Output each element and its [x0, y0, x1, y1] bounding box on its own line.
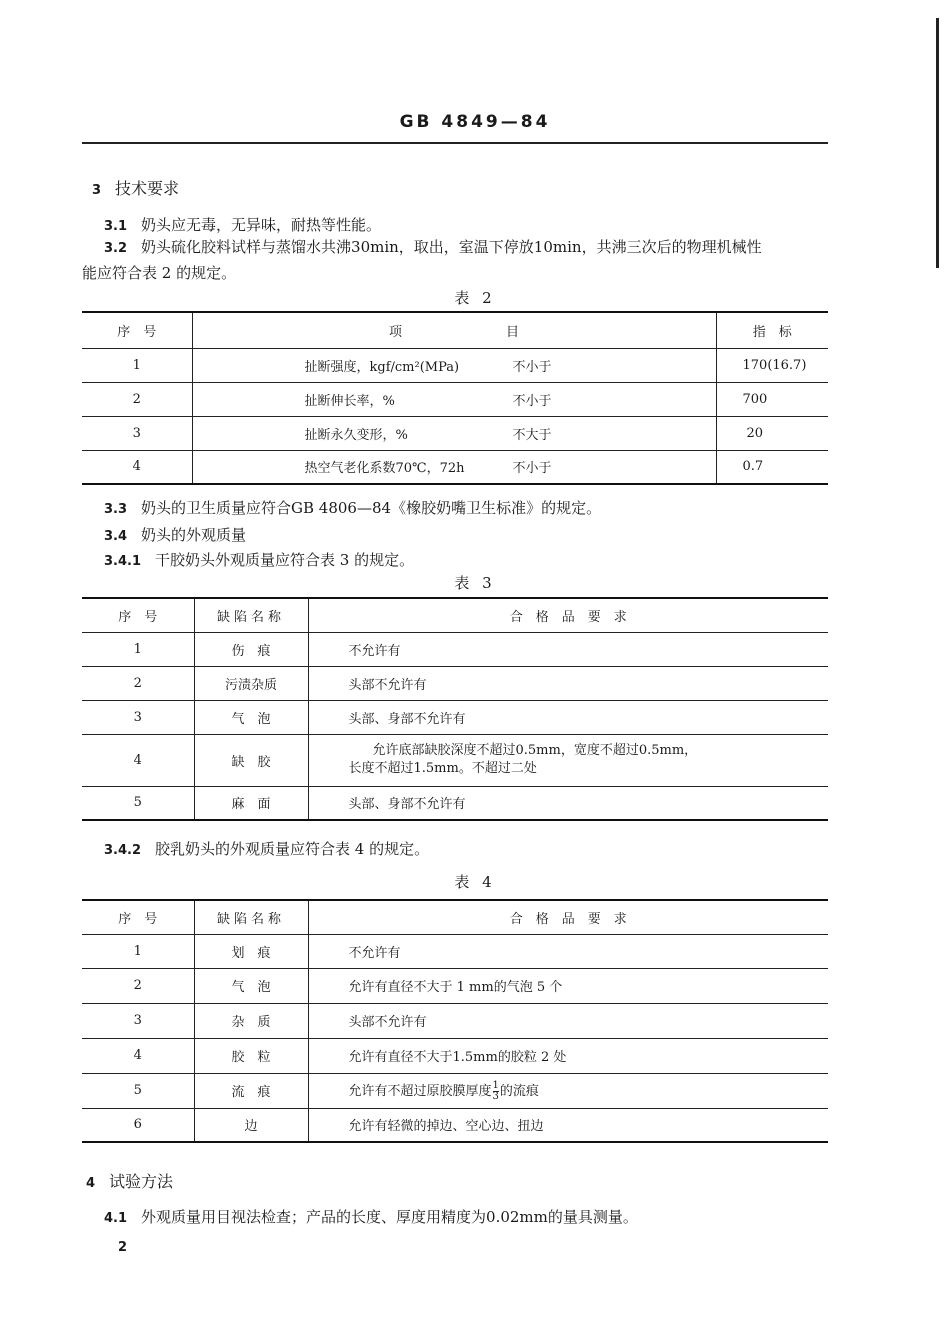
header-rule — [82, 142, 828, 144]
table-4-caption: 表 4 — [454, 873, 496, 891]
requirement-text: 允许有不超过原胶膜厚度 — [348, 1083, 492, 1099]
row-item — [192, 382, 716, 416]
row-value: 20 — [716, 416, 828, 450]
table-row — [82, 934, 828, 968]
page-number: 2 — [118, 1240, 128, 1255]
fraction — [493, 1081, 499, 1102]
clause-3-4 — [104, 524, 246, 545]
row-defect: 边 — [194, 1108, 308, 1142]
table-row — [82, 968, 828, 1003]
row-defect: 污渍杂质 — [194, 666, 308, 700]
row-item — [192, 416, 716, 450]
table-row — [82, 1003, 828, 1038]
col-header-requirement: 合 格 品 要 求 — [308, 598, 828, 632]
col-header-index: 指 标 — [716, 312, 828, 348]
row-requirement — [308, 734, 828, 786]
clause-number: 3.1 — [104, 219, 128, 234]
table-row — [82, 382, 828, 416]
row-requirement: 头部不允许有 — [308, 666, 828, 700]
row-number: 5 — [82, 1073, 194, 1108]
table-2 — [82, 311, 828, 485]
item-condition: 不小于 — [512, 461, 552, 477]
table-row — [82, 700, 828, 734]
clause-3-4-1 — [104, 549, 414, 570]
table-row — [82, 734, 828, 786]
col-header-item: 项 目 — [192, 312, 716, 348]
clause-4-1 — [104, 1206, 638, 1227]
item-condition: 不小于 — [512, 393, 552, 409]
item-condition: 不小于 — [512, 359, 552, 375]
row-requirement: 允许有直径不大于1.5mm的胶粒 2 处 — [308, 1038, 828, 1073]
row-number: 1 — [82, 632, 194, 666]
row-number: 2 — [82, 382, 192, 416]
section-number: 3 — [92, 183, 102, 198]
section-title: 技术要求 — [115, 179, 180, 198]
row-item — [192, 450, 716, 484]
table-2-caption: 表 2 — [454, 289, 496, 307]
row-number: 2 — [82, 968, 194, 1003]
row-value: 170(16.7) — [716, 348, 828, 382]
row-defect: 伤 痕 — [194, 632, 308, 666]
row-number: 2 — [82, 666, 194, 700]
clause-3-1 — [104, 214, 381, 235]
row-requirement: 头部、身部不允许有 — [308, 700, 828, 734]
row-requirement: 允许有直径不大于 1 mm的气泡 5 个 — [308, 968, 828, 1003]
table-row — [82, 1108, 828, 1142]
page-edge-rule — [936, 18, 939, 268]
row-requirement — [308, 1073, 828, 1108]
table-row — [82, 666, 828, 700]
row-defect: 气 泡 — [194, 968, 308, 1003]
col-header-defect: 缺陷名称 — [194, 900, 308, 934]
clause-number: 3.4.2 — [104, 843, 142, 858]
clause-3-2-continued: 能应符合表 2 的规定。 — [82, 264, 237, 282]
clause-number: 3.3 — [104, 502, 128, 517]
section-3-heading — [92, 176, 179, 199]
clause-text: 干胶奶头外观质量应符合表 3 的规定。 — [155, 551, 415, 569]
item-text: 扯断永久变形，% — [304, 427, 408, 443]
row-defect: 缺 胶 — [194, 734, 308, 786]
clause-number: 3.2 — [104, 241, 128, 256]
row-value: 0.7 — [716, 450, 828, 484]
table-row — [82, 1073, 828, 1108]
col-header-number: 序 号 — [82, 900, 194, 934]
row-defect: 气 泡 — [194, 700, 308, 734]
table-4 — [82, 899, 828, 1143]
clause-number: 4.1 — [104, 1211, 128, 1226]
clause-number: 3.4.1 — [104, 554, 142, 569]
row-defect: 麻 面 — [194, 786, 308, 820]
row-requirement: 不允许有 — [308, 934, 828, 968]
section-title: 试验方法 — [109, 1172, 174, 1191]
fraction-denominator: 3 — [492, 1090, 499, 1102]
row-number: 3 — [82, 700, 194, 734]
table-3 — [82, 597, 828, 821]
table-row — [82, 786, 828, 820]
row-number: 1 — [82, 348, 192, 382]
requirement-line: 允许底部缺胶深度不超过0.5mm，宽度不超过0.5mm， — [372, 743, 698, 758]
row-requirement: 不允许有 — [308, 632, 828, 666]
requirement-text: 的流痕 — [499, 1083, 539, 1099]
table-row — [82, 632, 828, 666]
table-3-caption: 表 3 — [454, 574, 496, 592]
section-4-heading — [86, 1169, 173, 1192]
row-number: 3 — [82, 416, 192, 450]
row-defect: 划 痕 — [194, 934, 308, 968]
row-number: 5 — [82, 786, 194, 820]
row-defect: 杂 质 — [194, 1003, 308, 1038]
row-number: 4 — [82, 734, 194, 786]
table-row — [82, 1038, 828, 1073]
standard-number-header: GB 4849—84 — [399, 112, 551, 132]
clause-3-4-2 — [104, 838, 429, 859]
clause-number: 3.4 — [104, 529, 128, 544]
clause-text: 胶乳奶头的外观质量应符合表 4 的规定。 — [155, 840, 430, 858]
row-requirement: 头部不允许有 — [308, 1003, 828, 1038]
clause-text: 奶头硫化胶料试样与蒸馏水共沸30min，取出，室温下停放10min，共沸三次后的物理机械性 — [141, 238, 762, 256]
col-header-number: 序 号 — [82, 312, 192, 348]
section-number: 4 — [86, 1176, 96, 1191]
clause-3-2 — [104, 236, 762, 257]
row-number: 6 — [82, 1108, 194, 1142]
clause-text: 奶头的外观质量 — [141, 526, 247, 544]
fraction-numerator: 1 — [492, 1079, 499, 1091]
item-text: 扯断伸长率，% — [304, 393, 395, 409]
row-item — [192, 348, 716, 382]
row-number: 1 — [82, 934, 194, 968]
row-value: 700 — [716, 382, 828, 416]
row-number: 4 — [82, 450, 192, 484]
table-row — [82, 348, 828, 382]
item-text: 扯断强度，kgf/cm²(MPa) — [304, 359, 460, 375]
item-condition: 不大于 — [512, 427, 552, 443]
row-number: 3 — [82, 1003, 194, 1038]
col-header-number: 序 号 — [82, 598, 194, 632]
row-requirement: 头部、身部不允许有 — [308, 786, 828, 820]
col-header-requirement: 合 格 品 要 求 — [308, 900, 828, 934]
row-defect: 流 痕 — [194, 1073, 308, 1108]
col-header-defect: 缺陷名称 — [194, 598, 308, 632]
clause-3-3 — [104, 497, 601, 518]
clause-text: 奶头的卫生质量应符合GB 4806—84《橡胶奶嘴卫生标准》的规定。 — [141, 499, 602, 517]
requirement-line: 长度不超过1.5mm。不超过二处 — [348, 761, 537, 776]
clause-text: 奶头应无毒，无异味，耐热等性能。 — [141, 216, 382, 234]
item-text: 热空气老化系数70℃，72h — [304, 461, 465, 477]
row-number: 4 — [82, 1038, 194, 1073]
table-row — [82, 450, 828, 484]
table-row — [82, 416, 828, 450]
row-requirement: 允许有轻微的掉边、空心边、扭边 — [308, 1108, 828, 1142]
clause-text: 外观质量用目视法检查；产品的长度、厚度用精度为0.02mm的量具测量。 — [141, 1208, 638, 1226]
row-defect: 胶 粒 — [194, 1038, 308, 1073]
